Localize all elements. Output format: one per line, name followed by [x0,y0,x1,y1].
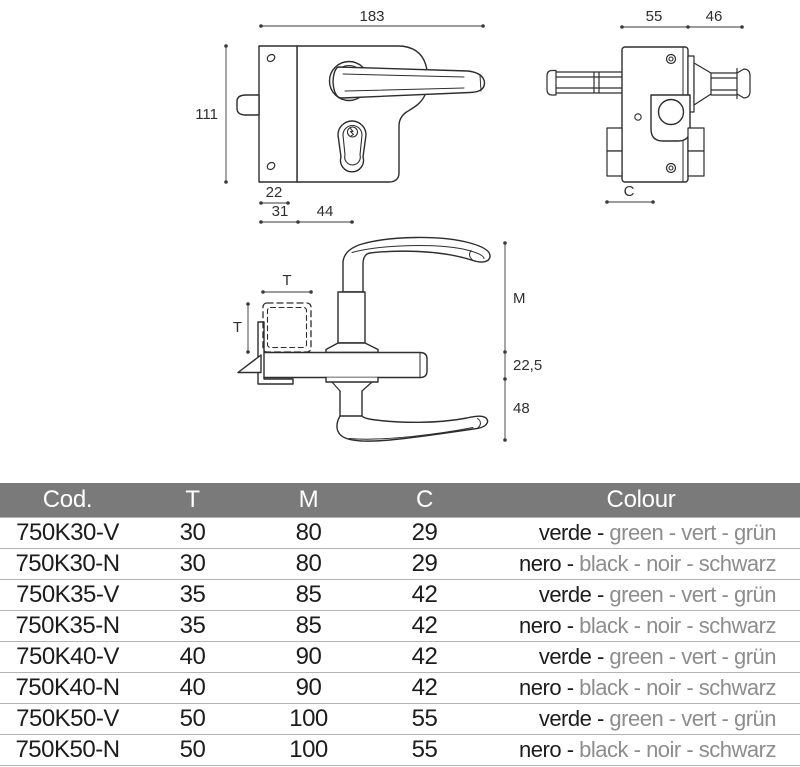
colour-cell [482,520,800,546]
table-row [0,517,800,548]
value-m: 90 [295,674,322,701]
product-code: 750K35-N [15,612,120,639]
colour-translations: black - noir - schwarz [579,675,776,700]
dim-label-46: 46 [705,8,723,25]
value-m: 100 [289,736,328,763]
product-code: 750K50-N [15,736,120,763]
value-c: 29 [411,519,438,546]
colour-cell [482,737,800,763]
value-m: 100 [289,705,328,732]
spindle-right [711,69,750,99]
dim-label-c: C [623,183,635,200]
dim-label-111: 111 [195,106,218,123]
colour-translations: black - noir - schwarz [579,737,776,762]
handle-collar-top [326,343,378,353]
value-t: 35 [179,612,206,639]
value-c: 42 [411,612,438,639]
value-c: 55 [411,736,438,763]
spec-table-header-row [0,483,800,517]
dim-label-t-top: T [282,272,292,289]
dim-label-55: 55 [645,8,663,25]
table-row [0,672,800,703]
colour-primary: nero - [519,613,574,638]
handle-neck-top [338,292,365,343]
product-code: 750K50-V [16,705,119,732]
colour-translations: green - vert - grün [609,582,776,607]
colour-translations: green - vert - grün [609,644,776,669]
spec-table [0,483,800,766]
spindle-left [547,71,622,96]
value-m: 90 [295,643,322,670]
header-m: M [298,486,319,513]
colour-cell [482,551,800,577]
dim-label-44: 44 [316,203,334,220]
table-row [0,579,800,610]
value-t: 30 [179,550,206,577]
front-view-drawing [195,8,485,224]
colour-cell [482,613,800,639]
value-t: 40 [179,674,206,701]
value-t: 35 [179,581,206,608]
dim-label-22-5: 22,5 [513,357,543,374]
handle-cone-bottom [332,382,372,391]
product-code: 750K40-V [16,643,119,670]
colour-primary: verde - [538,520,604,545]
colour-translations: black - noir - schwarz [579,613,776,638]
value-t: 50 [179,705,206,732]
handle-neck-bottom [340,391,362,416]
value-m: 85 [295,581,322,608]
colour-cell [482,582,800,608]
value-c: 42 [411,581,438,608]
table-row [0,641,800,672]
colour-cell [482,706,800,732]
value-t: 40 [179,643,206,670]
dim-label-22: 22 [265,184,283,201]
product-code: 750K40-N [15,674,120,701]
spindle-cone [694,63,711,105]
side-view-drawing [547,8,750,204]
colour-primary: nero - [519,551,574,576]
handle-collar-bottom [326,378,378,383]
value-m: 85 [295,612,322,639]
dim-label-m: M [513,290,526,307]
dim-label-t-left: T [232,319,242,336]
handle-view-drawing [233,237,542,441]
value-c: 29 [411,550,438,577]
dim-label-48: 48 [513,400,530,417]
product-code: 750K30-V [16,519,119,546]
colour-cell [482,644,800,670]
colour-primary: verde - [538,706,604,731]
dim-label-183: 183 [359,8,385,25]
spindle-bar [263,353,427,378]
header-t: T [185,486,200,513]
colour-primary: verde - [538,582,604,607]
colour-translations: green - vert - grün [609,520,776,545]
product-code: 750K35-V [16,581,119,608]
colour-translations: green - vert - grün [609,706,776,731]
table-row [0,734,800,766]
table-row [0,703,800,734]
colour-primary: nero - [519,737,574,762]
colour-primary: verde - [538,644,604,669]
latch-mechanism [651,95,690,141]
table-row [0,610,800,641]
value-t: 30 [179,519,206,546]
colour-primary: nero - [519,675,574,700]
header-cod: Cod. [42,486,93,513]
lock-backplate [259,46,297,182]
value-m: 80 [295,550,322,577]
header-c: C [415,486,434,513]
dim-label-31: 31 [271,203,289,220]
product-code: 750K30-N [15,550,120,577]
table-row [0,548,800,579]
colour-cell [482,675,800,701]
latch-bolt [237,95,259,115]
value-c: 55 [411,705,438,732]
value-t: 50 [179,736,206,763]
spindle-section-dashed [263,303,311,352]
value-m: 80 [295,519,322,546]
fixing-wedge [238,355,261,373]
header-colour: Colour [606,486,676,513]
value-c: 42 [411,643,438,670]
euro-cylinder-escutcheon [338,121,366,172]
handle-lever-front [333,67,485,98]
value-c: 42 [411,674,438,701]
colour-translations: black - noir - schwarz [579,551,776,576]
